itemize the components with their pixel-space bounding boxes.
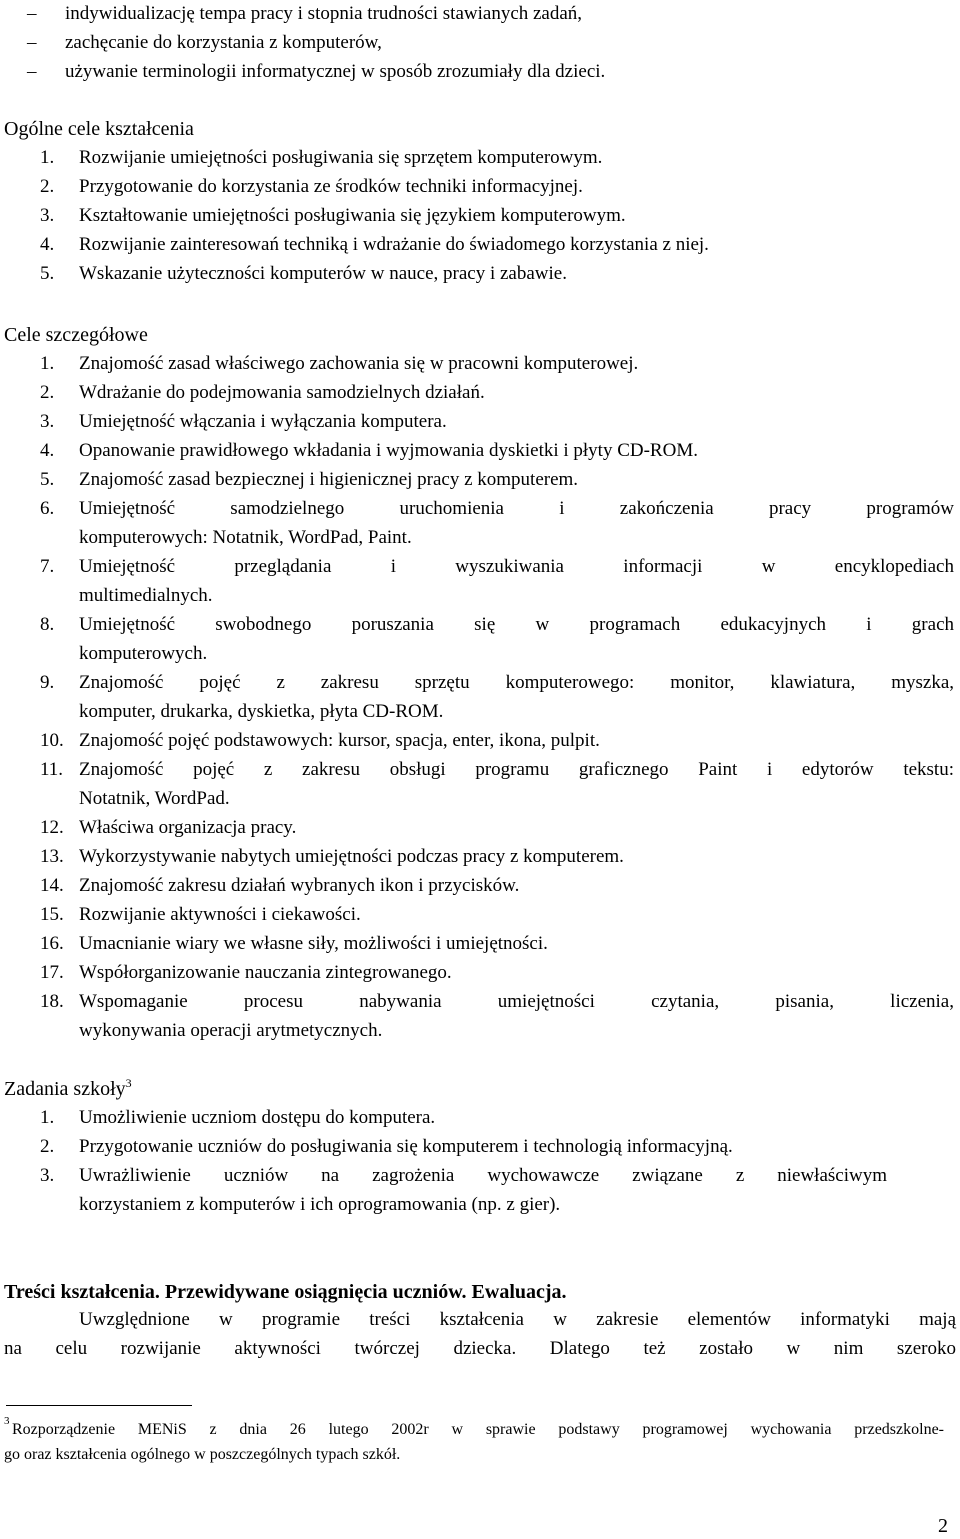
- list-item-text: Uwrażliwienie uczniów na zagrożenia wychowawcze związane z niewłaściwym: [79, 1165, 887, 1186]
- list-number: 10.: [40, 730, 64, 751]
- footnote-separator: [6, 1405, 192, 1406]
- list-item-text: Właściwa organizacja pracy.: [79, 817, 297, 838]
- list-item-text: Umożliwienie uczniom dostępu do komputera.: [79, 1107, 436, 1128]
- list-item-text: Umiejętność przeglądania i wyszukiwania informacji w encyklopediach: [79, 556, 954, 577]
- list-number: 5.: [40, 263, 55, 284]
- list-number: 8.: [40, 614, 55, 635]
- list-item-text: komputerowych.: [79, 643, 208, 664]
- footnote-text: Rozporządzenie MENiS z dnia 26 lutego 2002r w sprawie podstawy programowej wychowania przedszkolne-: [12, 1421, 944, 1438]
- footnote-reference: 3: [125, 1076, 132, 1090]
- list-item-text: Umacnianie wiary we własne siły, możliwości i umiejętności.: [79, 933, 548, 954]
- section-heading-detailed-goals: Cele szczegółowe: [4, 324, 148, 346]
- list-number: 4.: [40, 234, 55, 255]
- dash-bullet: –: [27, 3, 37, 24]
- list-item-text: multimedialnych.: [79, 585, 213, 606]
- paragraph-line: Uwzględnione w programie treści kształcenia w zakresie elementów informatyki mają: [79, 1309, 956, 1330]
- list-item-text: Opanowanie prawidłowego wkładania i wyjmowania dyskietki i płyty CD-ROM.: [79, 440, 698, 461]
- list-number: 3.: [40, 411, 55, 432]
- list-item-text: Wspomaganie procesu nabywania umiejętności czytania, pisania, liczenia,: [79, 991, 954, 1012]
- list-item-text: Przygotowanie uczniów do posługiwania się komputerem i technologią informacyjną.: [79, 1136, 733, 1157]
- list-number: 1.: [40, 353, 55, 374]
- footnote-mark: 3: [4, 1415, 10, 1427]
- list-item-text: wykonywania operacji arytmetycznych.: [79, 1020, 383, 1041]
- footnote-text: go oraz kształcenia ogólnego w poszczególnych typach szkół.: [4, 1446, 401, 1463]
- page-number: 2: [938, 1515, 948, 1537]
- list-item-text: Wskazanie użyteczności komputerów w nauce, pracy i zabawie.: [79, 263, 567, 284]
- list-number: 11.: [40, 759, 64, 780]
- section-heading-school-tasks: [4, 1076, 132, 1102]
- list-item-text: Współorganizowanie nauczania zintegrowanego.: [79, 962, 452, 983]
- list-number: 13.: [40, 846, 64, 867]
- paragraph-line: na celu rozwijanie aktywności twórczej dziecka. Dlatego też zostało w nim szeroko: [4, 1338, 956, 1359]
- list-number: 1.: [40, 147, 55, 168]
- list-item-text: Rozwijanie umiejętności posługiwania się sprzętem komputerowym.: [79, 147, 603, 168]
- list-item-text: Przygotowanie do korzystania ze środków techniki informacyjnej.: [79, 176, 583, 197]
- list-number: 7.: [40, 556, 55, 577]
- list-number: 4.: [40, 440, 55, 461]
- list-item-text: Wdrażanie do podejmowania samodzielnych działań.: [79, 382, 485, 403]
- list-item-text: Umiejętność swobodnego poruszania się w programach edukacyjnych i grach: [79, 614, 954, 635]
- list-item-text: Znajomość pojęć z zakresu sprzętu komputerowego: monitor, klawiatura, myszka,: [79, 672, 954, 693]
- list-item-text: Znajomość zasad właściwego zachowania się w pracowni komputerowej.: [79, 353, 639, 374]
- list-number: 5.: [40, 469, 55, 490]
- dash-list-item: indywidualizację tempa pracy i stopnia trudności stawianych zadań,: [65, 3, 583, 24]
- heading-text: Zadania szkoły: [4, 1078, 126, 1100]
- list-item-text: komputer, drukarka, dyskietka, płyta CD-ROM.: [79, 701, 444, 722]
- list-number: 3.: [40, 1165, 55, 1186]
- dash-bullet: –: [27, 61, 37, 82]
- list-number: 2.: [40, 176, 55, 197]
- list-item-text: Znajomość pojęć podstawowych: kursor, spacja, enter, ikona, pulpit.: [79, 730, 600, 751]
- list-item-text: Rozwijanie zainteresowań techniką i wdrażanie do świadomego korzystania z niej.: [79, 234, 709, 255]
- list-item-text: korzystaniem z komputerów i ich oprogramowania (np. z gier).: [79, 1194, 561, 1215]
- list-item-text: Znajomość zasad bezpiecznej i higienicznej pracy z komputerem.: [79, 469, 579, 490]
- list-item-text: Umiejętność włączania i wyłączania komputera.: [79, 411, 447, 432]
- list-number: 12.: [40, 817, 64, 838]
- list-item-text: Kształtowanie umiejętności posługiwania się językiem komputerowym.: [79, 205, 626, 226]
- list-item-text: Notatnik, WordPad.: [79, 788, 230, 809]
- list-number: 18.: [40, 991, 64, 1012]
- list-number: 1.: [40, 1107, 55, 1128]
- list-item-text: Znajomość pojęć z zakresu obsługi programu graficznego Paint i edytorów tekstu:: [79, 759, 954, 780]
- list-item-text: Rozwijanie aktywności i ciekawości.: [79, 904, 361, 925]
- section-heading-content: Treści kształcenia. Przewidywane osiągnięcia uczniów. Ewaluacja.: [4, 1281, 567, 1303]
- list-number: 16.: [40, 933, 64, 954]
- list-number: 17.: [40, 962, 64, 983]
- list-number: 3.: [40, 205, 55, 226]
- list-number: 6.: [40, 498, 55, 519]
- list-number: 14.: [40, 875, 64, 896]
- list-item-text: Umiejętność samodzielnego uruchomienia i zakończenia pracy programów: [79, 498, 954, 519]
- list-number: 15.: [40, 904, 64, 925]
- list-number: 9.: [40, 672, 55, 693]
- dash-bullet: –: [27, 32, 37, 53]
- list-item-text: komputerowych: Notatnik, WordPad, Paint.: [79, 527, 412, 548]
- list-item-text: Wykorzystywanie nabytych umiejętności podczas pracy z komputerem.: [79, 846, 624, 867]
- dash-list-item: używanie terminologii informatycznej w sposób zrozumiały dla dzieci.: [65, 61, 606, 82]
- section-heading-general-goals: Ogólne cele kształcenia: [4, 118, 194, 140]
- list-number: 2.: [40, 1136, 55, 1157]
- list-item-text: Znajomość zakresu działań wybranych ikon i przycisków.: [79, 875, 520, 896]
- list-number: 2.: [40, 382, 55, 403]
- dash-list-item: zachęcanie do korzystania z komputerów,: [65, 32, 382, 53]
